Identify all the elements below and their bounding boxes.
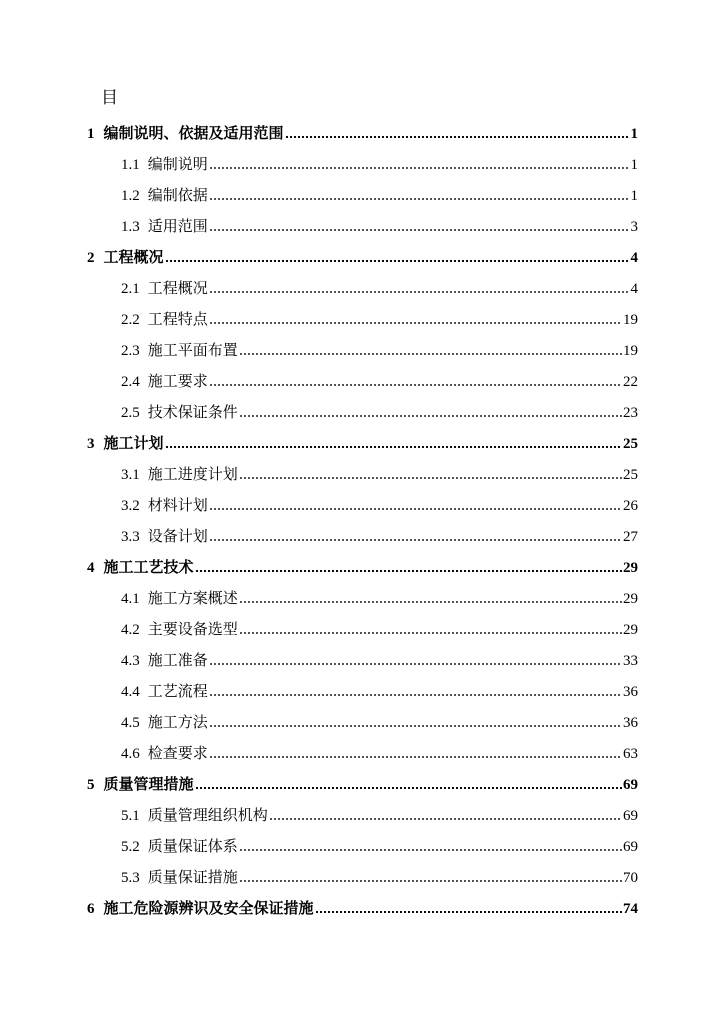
dot-leader [315, 908, 622, 914]
toc-entry-page-number: 69 [623, 839, 638, 855]
toc-entry-number: 3.1 [121, 467, 140, 483]
toc-entry-label: 技术保证条件 [147, 405, 238, 421]
toc-entry-label: 主要设备选型 [147, 622, 238, 638]
toc-entry-number: 4.5 [121, 715, 140, 731]
dot-leader [239, 474, 622, 480]
toc-entry-number: 4 [87, 560, 95, 576]
toc-entry-number: 1.1 [121, 157, 140, 173]
toc-entry-page-number: 22 [623, 374, 638, 390]
toc-section-entry[interactable] [0, 522, 724, 546]
toc-section-entry[interactable] [0, 491, 724, 515]
dot-leader [209, 505, 622, 511]
toc-section-entry[interactable] [0, 708, 724, 732]
toc-entry-number: 4.1 [121, 591, 140, 607]
dot-leader [195, 567, 622, 573]
toc-entry-label: 施工方法 [147, 715, 208, 731]
toc-entry-label: 施工准备 [147, 653, 208, 669]
toc-entry-page-number: 25 [623, 467, 638, 483]
toc-entry-page-number: 74 [623, 901, 638, 917]
toc-entry-page-number: 1 [630, 157, 638, 173]
toc-entry-page-number: 19 [623, 343, 638, 359]
dot-leader [239, 598, 622, 604]
toc-entry-label: 适用范围 [147, 219, 208, 235]
toc-section-entry[interactable] [0, 336, 724, 360]
toc-entry-number: 5.3 [121, 870, 140, 886]
dot-leader [195, 784, 622, 790]
toc-entry-page-number: 27 [623, 529, 638, 545]
toc-title: 目 [101, 88, 118, 107]
toc-chapter-entry[interactable] [0, 119, 724, 143]
toc-entry-label: 工程概况 [147, 281, 208, 297]
toc-section-entry[interactable] [0, 367, 724, 391]
toc-entry-number: 6 [87, 901, 95, 917]
toc-entry-number: 2.1 [121, 281, 140, 297]
dot-leader [239, 629, 622, 635]
toc-entry-label: 施工危险源辨识及安全保证措施 [103, 901, 314, 917]
toc-entry-label: 施工进度计划 [147, 467, 238, 483]
toc-entry-label: 施工计划 [103, 436, 164, 452]
dot-leader [209, 226, 630, 232]
dot-leader [209, 536, 622, 542]
toc-entry-number: 3.3 [121, 529, 140, 545]
toc-section-entry[interactable] [0, 863, 724, 887]
toc-entry-page-number: 36 [623, 684, 638, 700]
toc-entry-page-number: 29 [623, 622, 638, 638]
toc-entry-page-number: 63 [623, 746, 638, 762]
toc-section-entry[interactable] [0, 212, 724, 236]
toc-entry-page-number: 19 [623, 312, 638, 328]
toc-section-entry[interactable] [0, 181, 724, 205]
toc-entry-page-number: 36 [623, 715, 638, 731]
dot-leader [209, 319, 622, 325]
toc-chapter-entry[interactable] [0, 553, 724, 577]
dot-leader [285, 133, 630, 139]
toc-entry-number: 2.2 [121, 312, 140, 328]
dot-leader [165, 257, 630, 263]
toc-entry-number: 4.3 [121, 653, 140, 669]
toc-entry-number: 4.6 [121, 746, 140, 762]
dot-leader [209, 691, 622, 697]
toc-section-entry[interactable] [0, 739, 724, 763]
toc-entry-page-number: 1 [630, 188, 638, 204]
toc-section-entry[interactable] [0, 305, 724, 329]
toc-entry-label: 编制说明、依据及适用范围 [103, 126, 284, 142]
toc-section-entry[interactable] [0, 584, 724, 608]
toc-entry-label: 施工要求 [147, 374, 208, 390]
toc-entry-number: 1.2 [121, 188, 140, 204]
toc-section-entry[interactable] [0, 615, 724, 639]
toc-entry-page-number: 25 [623, 436, 638, 452]
toc-chapter-entry[interactable] [0, 894, 724, 918]
toc-entry-number: 1 [87, 126, 95, 142]
dot-leader [165, 443, 622, 449]
toc-entry-page-number: 26 [623, 498, 638, 514]
toc-entry-number: 2.5 [121, 405, 140, 421]
dot-leader [239, 877, 622, 883]
toc-entry-number: 3.2 [121, 498, 140, 514]
toc-chapter-entry[interactable] [0, 770, 724, 794]
toc-entry-label: 编制依据 [147, 188, 208, 204]
toc-entry-label: 施工工艺技术 [103, 560, 194, 576]
dot-leader [209, 288, 630, 294]
dot-leader [209, 722, 622, 728]
toc-entry-page-number: 69 [623, 808, 638, 824]
toc-entry-label: 设备计划 [147, 529, 208, 545]
toc-section-entry[interactable] [0, 274, 724, 298]
toc-entry-number: 4.2 [121, 622, 140, 638]
toc-section-entry[interactable] [0, 646, 724, 670]
dot-leader [239, 350, 622, 356]
toc-entry-label: 材料计划 [147, 498, 208, 514]
toc-entry-page-number: 29 [623, 560, 638, 576]
toc-entry-number: 2 [87, 250, 95, 266]
toc-entry-label: 工艺流程 [147, 684, 208, 700]
toc-entry-label: 质量管理组织机构 [147, 808, 268, 824]
toc-section-entry[interactable] [0, 150, 724, 174]
toc-chapter-entry[interactable] [0, 243, 724, 267]
dot-leader [209, 753, 622, 759]
toc-section-entry[interactable] [0, 398, 724, 422]
toc-section-entry[interactable] [0, 832, 724, 856]
toc-entry-label: 工程概况 [103, 250, 164, 266]
toc-entry-number: 2.4 [121, 374, 140, 390]
toc-entry-number: 5 [87, 777, 95, 793]
toc-entry-page-number: 1 [630, 126, 638, 142]
toc-entry-number: 1.3 [121, 219, 140, 235]
toc-entry-page-number: 33 [623, 653, 638, 669]
toc-entry-page-number: 3 [630, 219, 638, 235]
dot-leader [209, 381, 622, 387]
dot-leader [209, 660, 622, 666]
toc-entry-page-number: 70 [623, 870, 638, 886]
toc-entry-number: 5.1 [121, 808, 140, 824]
toc-chapter-entry[interactable] [0, 429, 724, 453]
toc-entry-page-number: 4 [630, 281, 638, 297]
dot-leader [209, 195, 630, 201]
dot-leader [239, 846, 622, 852]
toc-entry-number: 5.2 [121, 839, 140, 855]
toc-section-entry[interactable] [0, 801, 724, 825]
toc-entry-label: 工程特点 [147, 312, 208, 328]
toc-section-entry[interactable] [0, 677, 724, 701]
dot-leader [239, 412, 622, 418]
toc-entry-label: 质量保证体系 [147, 839, 238, 855]
toc-entry-number: 4.4 [121, 684, 140, 700]
toc-section-entry[interactable] [0, 460, 724, 484]
toc-entry-label: 施工平面布置 [147, 343, 238, 359]
toc-entry-label: 检查要求 [147, 746, 208, 762]
toc-entry-label: 施工方案概述 [147, 591, 238, 607]
dot-leader [269, 815, 622, 821]
toc-entry-label: 质量保证措施 [147, 870, 238, 886]
toc-entry-number: 3 [87, 436, 95, 452]
toc-entry-page-number: 69 [623, 777, 638, 793]
toc-entry-page-number: 23 [623, 405, 638, 421]
toc-entry-label: 质量管理措施 [103, 777, 194, 793]
toc-entry-number: 2.3 [121, 343, 140, 359]
toc-entry-page-number: 29 [623, 591, 638, 607]
dot-leader [209, 164, 630, 170]
toc-entry-page-number: 4 [630, 250, 638, 266]
toc-entry-label: 编制说明 [147, 157, 208, 173]
